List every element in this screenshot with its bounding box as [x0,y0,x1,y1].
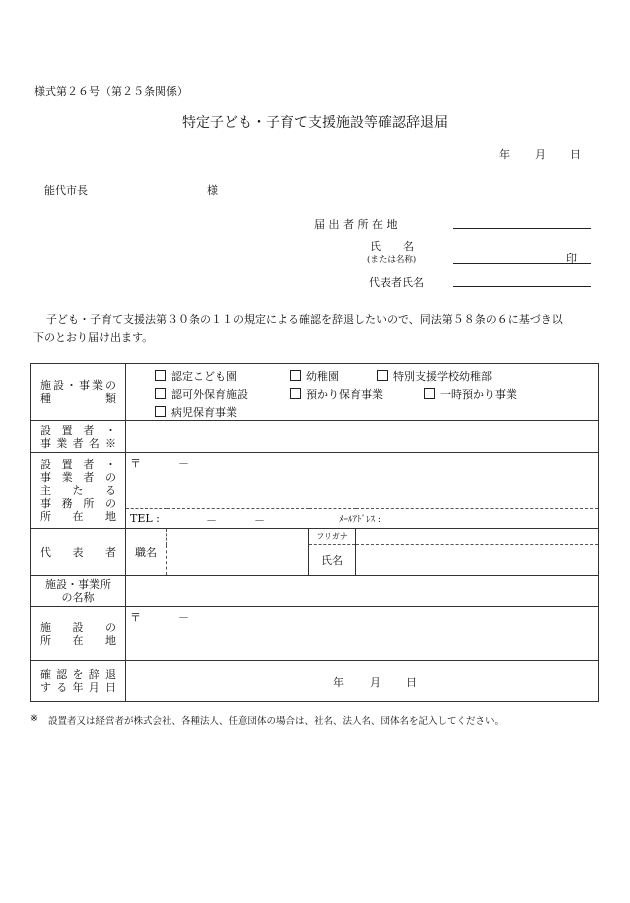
representative-name-label: 代表者氏名 [369,276,424,289]
footnote-text: 設置者又は経営者が株式会社、各種法人、任意団体の場合は、社名、法人名、団体名を記入してください。 [48,716,505,727]
office-contact-field[interactable] [126,509,599,529]
facility-type-label: 施設・事業の 種 類 [31,364,126,421]
option-tokubetsu-shien[interactable]: 特別支援学校幼稚部 [377,368,492,384]
postal-dash: － [178,457,189,470]
tel-dash-1: － [206,514,217,527]
checkbox[interactable] [155,406,166,417]
office-address-label: 設 置 者 ・ 事 業 者 の 主 た る 事 務 所 の 所 在 地 [31,453,126,529]
office-address-row [31,453,599,509]
checkbox[interactable] [377,370,388,381]
facility-address-row [31,607,599,661]
facility-postal-mark: 〒 [130,611,141,624]
furigana-label: フリガナ [309,529,356,545]
withdraw-date-field[interactable] [126,661,599,702]
facility-name-field[interactable] [126,576,599,607]
withdraw-year: 年 [333,676,344,689]
submitter-address-field[interactable] [453,228,591,229]
office-address-field[interactable] [126,453,599,509]
body-text-line-2: 下のとおり届け出ます。 [33,331,154,344]
checkbox[interactable] [155,388,166,399]
submitter-name-sub-label: (または名称) [367,255,417,265]
establisher-label: 設 置 者 ・ 事業者名※ [31,421,126,453]
postal-mark: 〒 [130,457,141,470]
addressee-name: 能代市長 [44,184,88,197]
job-title-label: 職名 [126,529,167,576]
body-text-line-1: 子ども・子育て支援法第３０条の１１の規定による確認を辞退したいので、同法第５８条の６に基づき以 [46,313,563,326]
representative-furigana-row [31,529,599,545]
checkbox[interactable] [290,388,301,399]
rep-name-field[interactable] [356,545,599,576]
email-label: ﾒｰﾙｱﾄﾞﾚｽ : [339,515,381,525]
option-ichiji-azukari[interactable]: 一時預かり事業 [424,386,517,402]
withdraw-date-row [31,661,599,702]
furigana-field[interactable] [356,529,599,545]
facility-type-options [126,364,599,421]
job-title-field[interactable] [167,529,309,576]
submitter-address-label: 届 出 者 所 在 地 [314,218,398,231]
facility-address-label: 施 設 の 所 在 地 [31,607,126,661]
seal-mark: 印 [566,252,577,265]
tel-label: TEL : [130,512,160,525]
facility-address-field[interactable] [126,607,599,661]
page-title: 特定子ども・子育て支援施設等確認辞退届 [182,115,448,131]
checkbox[interactable] [290,370,301,381]
checkbox[interactable] [424,388,435,399]
withdraw-month: 月 [370,676,381,689]
addressee-honorific: 様 [207,184,218,197]
representative-label: 代 表 者 [31,529,126,576]
form-table [30,363,599,702]
establisher-field[interactable] [126,421,599,453]
footnote-mark: ※ [30,713,38,724]
facility-name-row [31,576,599,607]
option-azukari-hoiku[interactable]: 預かり保育事業 [290,386,383,402]
withdraw-day: 日 [406,676,417,689]
date-year-label: 年 [499,148,510,161]
facility-name-label: 施設・事業所 の名称 [31,576,126,607]
form-number: 様式第２６号（第２５条関係） [34,85,188,98]
facility-postal-dash: － [178,611,189,624]
rep-name-label: 氏名 [309,545,356,576]
tel-dash-2: － [254,514,265,527]
option-byouji-hoiku[interactable]: 病児保育事業 [155,404,237,420]
facility-type-row [31,364,599,421]
date-day-label: 日 [570,148,581,161]
representative-name-field[interactable] [453,286,591,287]
establisher-row [31,421,599,453]
checkbox[interactable] [155,370,166,381]
submitter-name-label: 氏 名 [370,240,414,253]
withdraw-date-label: 確 認 を 辞 退 す る 年 月 日 [31,661,126,702]
option-ninkagai[interactable]: 認可外保育施設 [155,386,248,402]
option-nintei-kodomoen[interactable]: 認定こども園 [155,368,237,384]
option-youchien[interactable]: 幼稚園 [290,368,339,384]
date-month-label: 月 [535,148,546,161]
